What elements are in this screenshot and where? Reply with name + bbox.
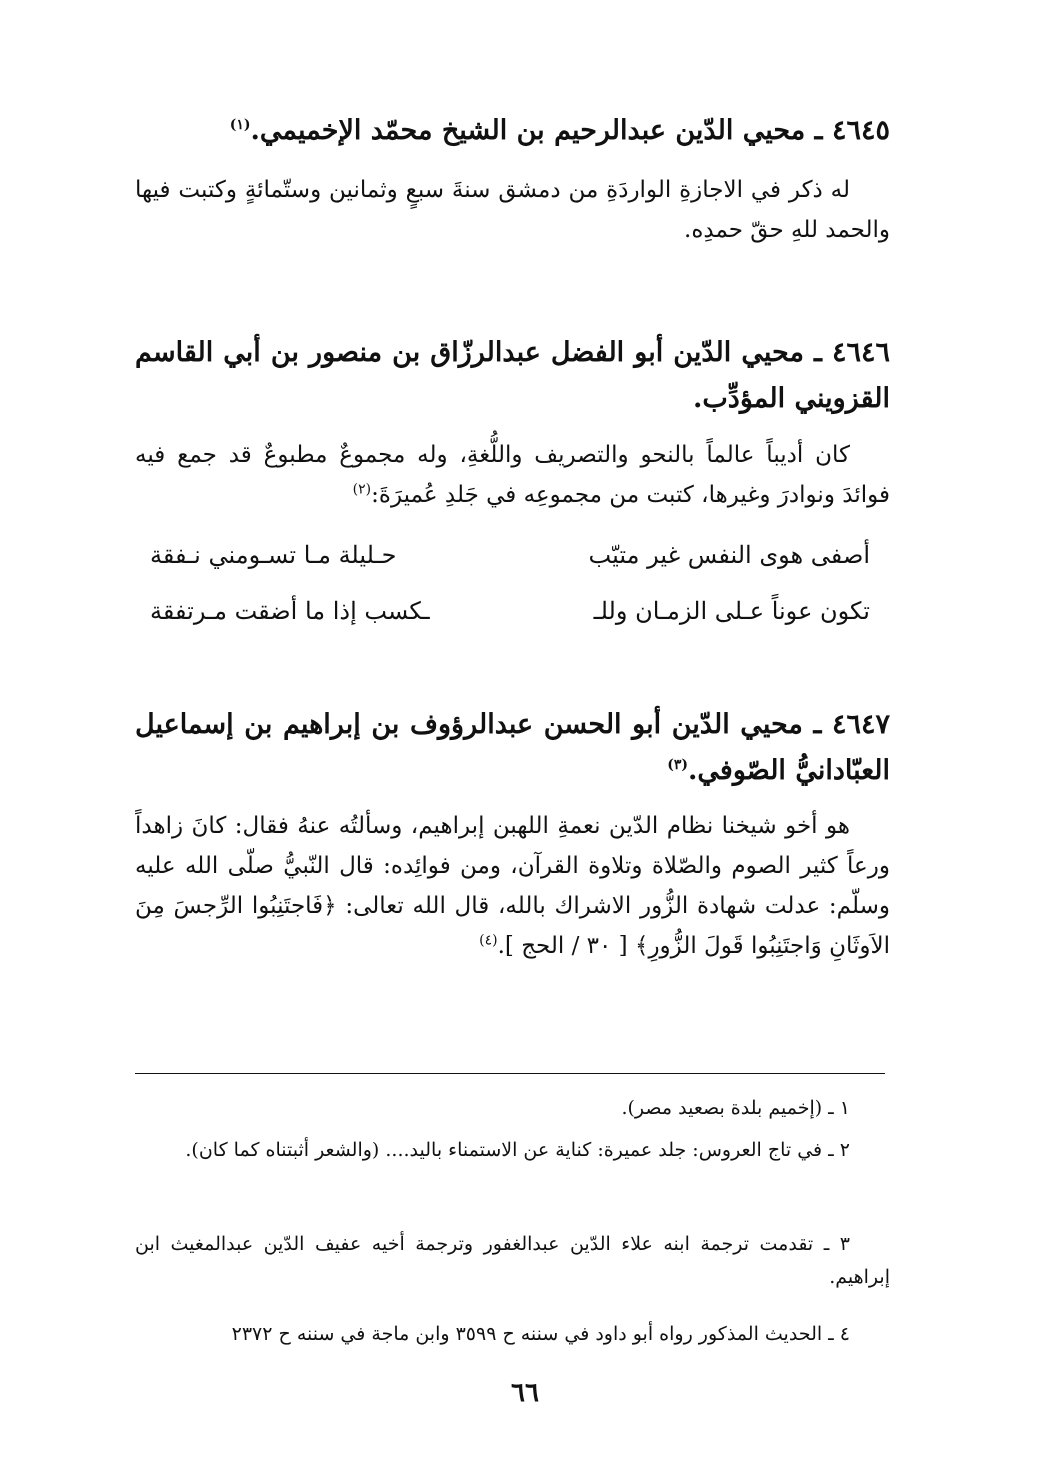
footnote-separator (135, 1073, 885, 1074)
entry-heading-4645: ٤٦٤٥ ـ محيي الدّين عبدالرحيم بن الشيخ محمّد الإخميمي.$^{(١)}$ (229, 115, 890, 146)
footnote-3: ٣ ـ تقدمت ترجمة ابنه علاء الدّين عبدالغفور وترجمة أخيه عفيف الدّين عبدالمغيث ابن إبراهيم. (135, 1233, 890, 1288)
footnote-ref-3: (٣) (667, 757, 689, 773)
footnote-1: ١ ـ (إخميم بلدة بصعيد مصر). (621, 1097, 850, 1119)
footnote-ref-2: (٢) (352, 481, 372, 498)
page-number: ٦٦ (511, 1378, 539, 1408)
entry-body-4645: له ذكر في الاجازةِ الواردَةِ من دمشق سنةَ سبعٍ وثمانين وستّمائةٍ وكتبت فيها والحمد للهِ حقّ حمدِه. (135, 177, 890, 243)
footnote-ref-1: (١) (229, 117, 251, 133)
verse-1-first-hemistich: أصفى هوى النفس غير متيّب (588, 541, 870, 569)
verse-2-second-hemistich: ـكسب إذا ما أضقت مـرتفقة (150, 597, 430, 625)
entry-heading-4646: ٤٦٤٦ ـ محيي الدّين أبو الفضل عبدالرزّاق بن منصور بن أبي القاسم القزويني المؤدِّب. (135, 337, 890, 414)
verse-2-first-hemistich: تكون عوناً عـلى الزمـان وللـ (593, 597, 870, 625)
entry-heading-4647: ٤٦٤٧ ـ محيي الدّين أبو الحسن عبدالرؤوف بن إبراهيم بن إسماعيل العبّادانيُّ الصّوفي.$^{(٣)}$ (135, 709, 890, 786)
entry-body-4647: هو أخو شيخنا نظام الدّين نعمةِ اللهبن إبراهيم، وسألتُه عنهُ فقال: كانَ زاهداً ورعاً كثير الصوم والصّلاة وتلاوة القرآن، ومن فوائِده: قال النّبيُّ صلّى الله عليه وسلّم: عدلت شهادة الزُّور الاشراك بالله، قال الله تعالى: ﴿فَاجتَنِبُوا الرِّجسَ مِنَ الاَوثَانِ وَاجتَنِبُوا قَولَ الزُّورِ﴾ [ ٣٠ / الحج ].$^{(٤)}$ (135, 813, 890, 959)
verse-1-second-hemistich: حـليلة مـا تسـومني نـفقة (150, 541, 397, 569)
footnote-ref-4: (٤) (479, 932, 498, 949)
verse-line-2 (150, 597, 870, 625)
verse-line-1 (150, 541, 870, 569)
entry-body-4646: كان أديباً عالماً بالنحو والتصريف واللُّغةِ، وله مجموعٌ مطبوعٌ قد جمع فيه فوائدَ ونوادرَ وغيرها، كتبت من مجموعِه في جَلدِ عُميرَةَ:$^{(٢)}$ (135, 442, 890, 508)
footnote-2: ٢ ـ في تاج العروس: جلد عميرة: كناية عن الاستمناء باليد.... (والشعر أثبتناه كما كان). (185, 1139, 850, 1161)
footnote-4: ٤ ـ الحديث المذكور رواه أبو داود في سننه ح ٣٥٩٩ وابن ماجة في سننه ح ٢٣٧٢ (231, 1323, 850, 1345)
